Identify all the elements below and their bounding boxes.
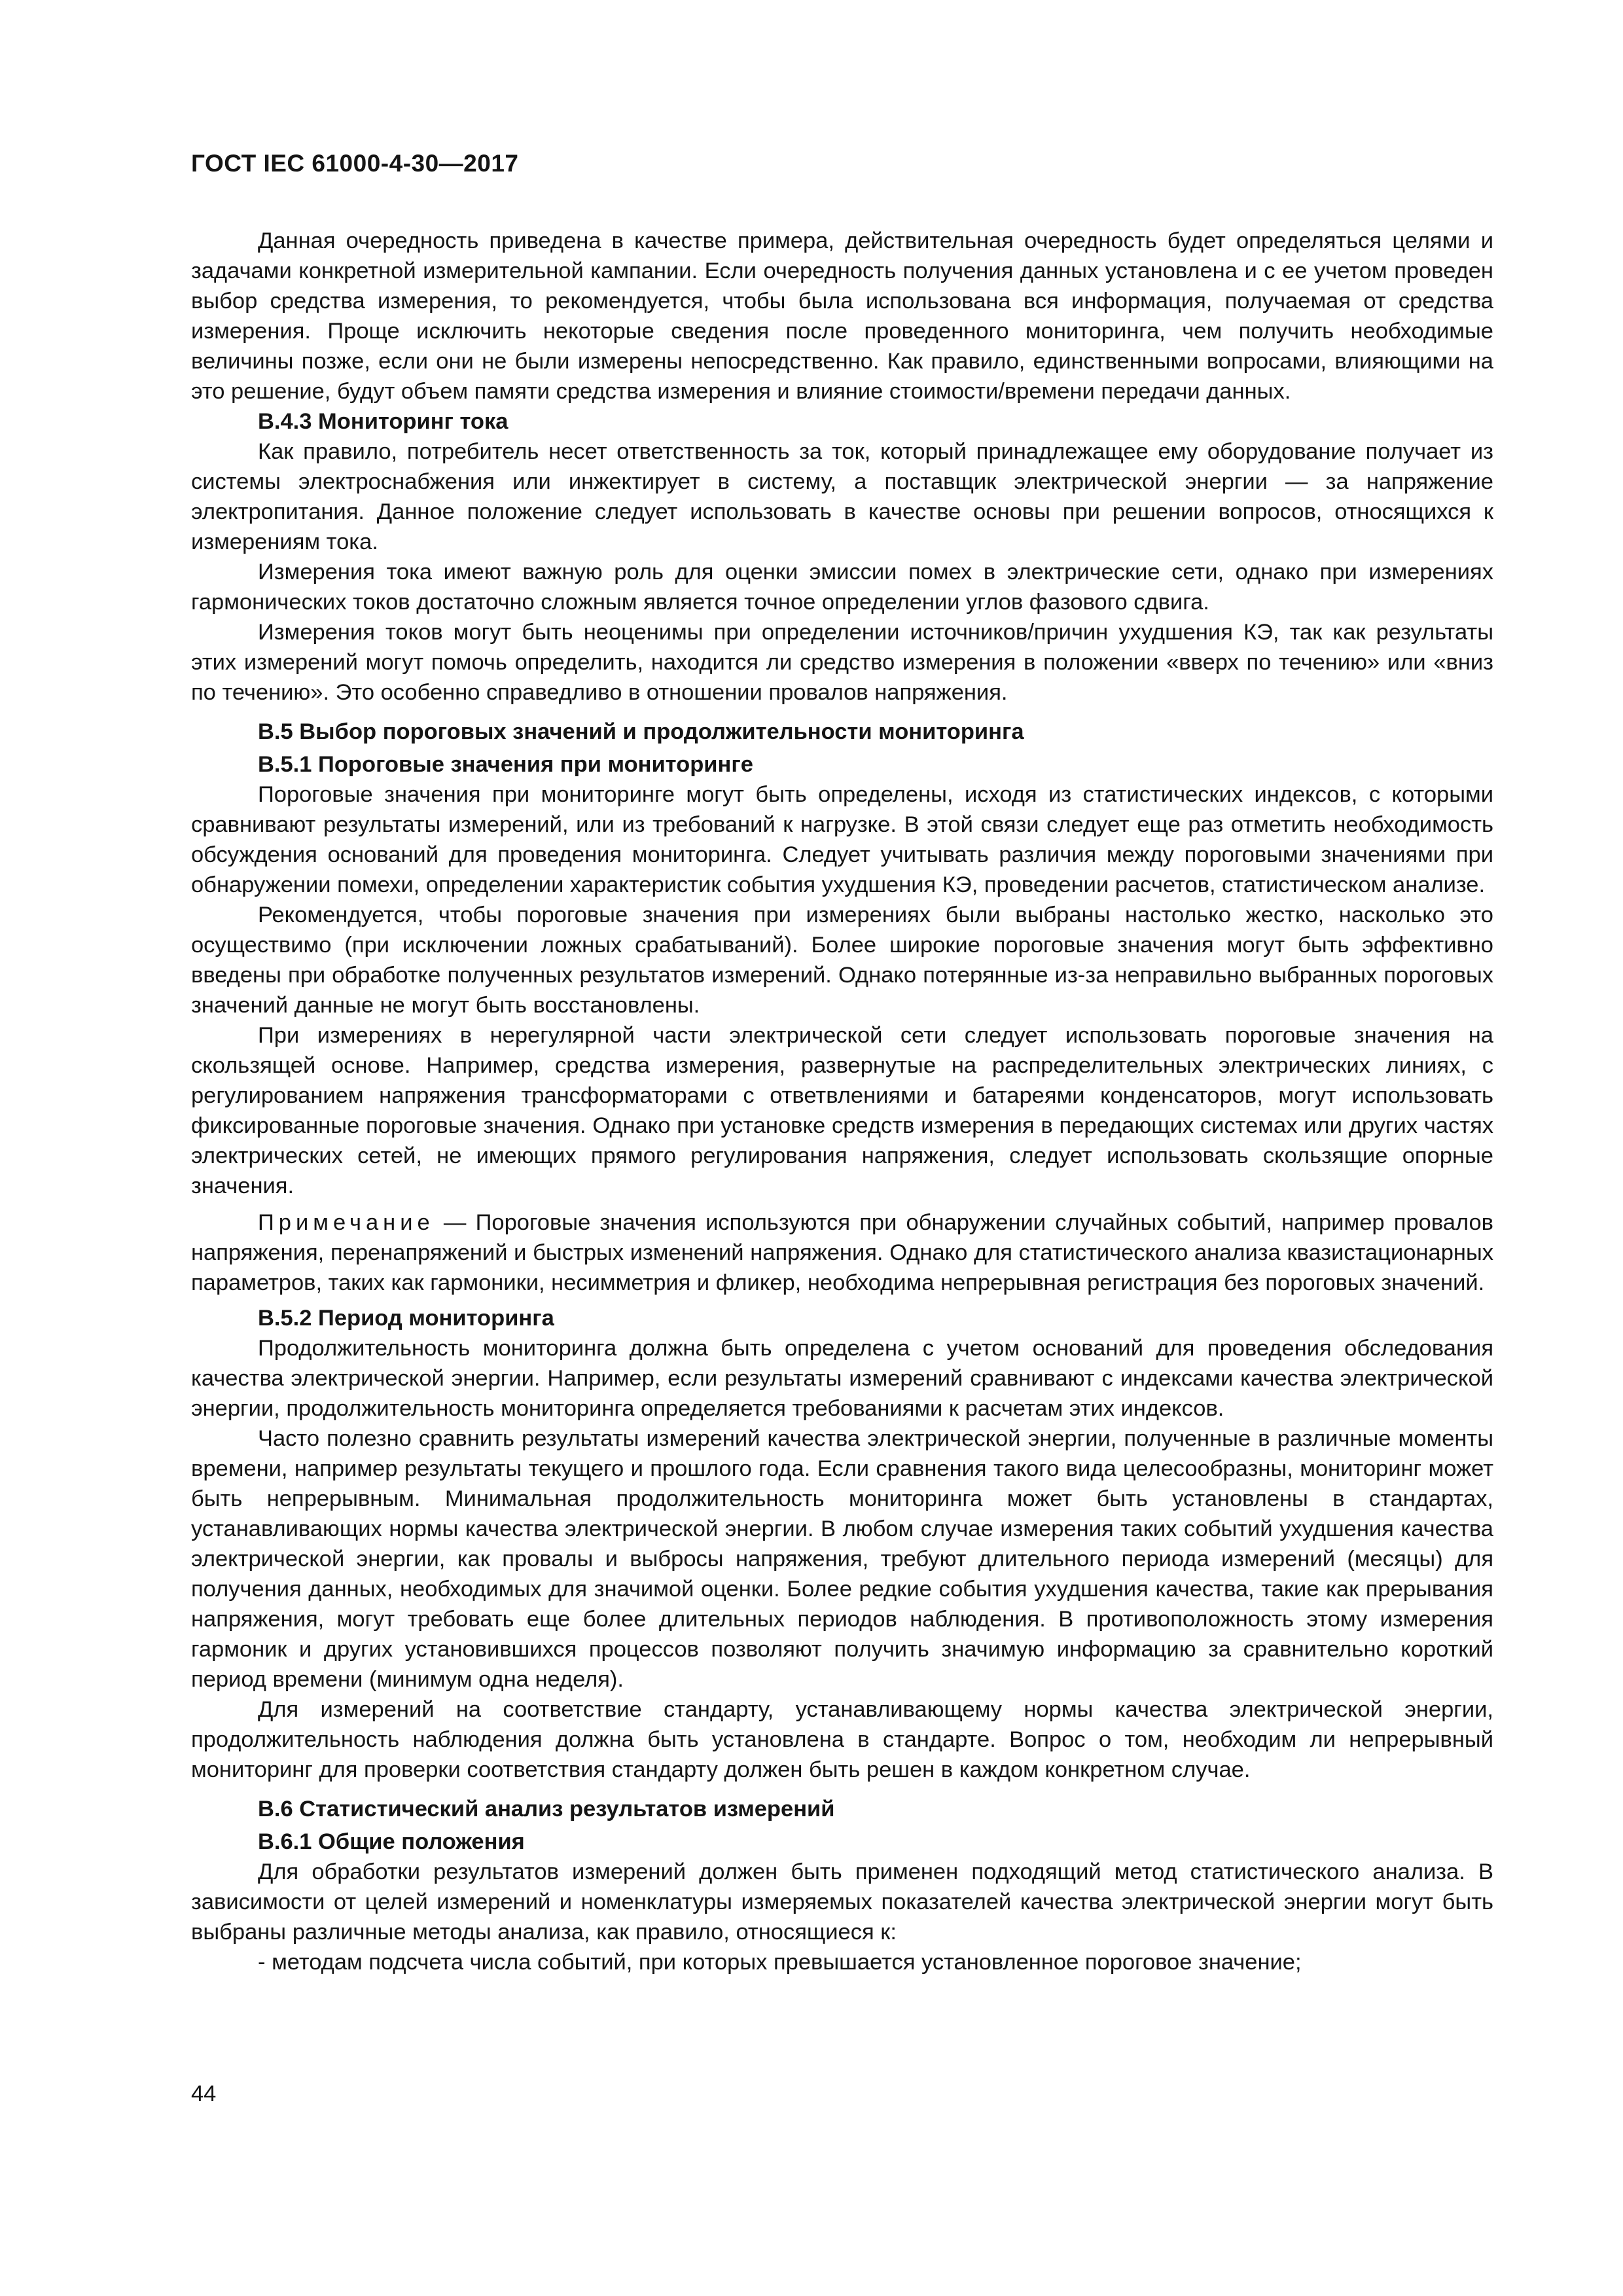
section-heading-b61: B.6.1 Общие положения <box>258 1829 525 1854</box>
page-content <box>191 226 1493 1977</box>
paragraph: Для измерений на соответствие стандарту, устанавливающему нормы качества электрической энергии, продолжительность наблюдения должна быть установлена в стандарте. Вопрос о том, необходим ли непрерывный мониторинг для проверки соответствия стандарту должен быть решен в каждом конкретном случае. <box>191 1697 1493 1782</box>
standard-header: ГОСТ IEC 61000-4-30—2017 <box>191 150 519 177</box>
page-number: 44 <box>191 2081 217 2106</box>
paragraph: Продолжительность мониторинга должна быть определена с учетом оснований для проведения обследования качества электрической энергии. Например, если результаты измерений сравнивают с индексами качества электрической энергии, продолжительность мониторинга определяется требованиями к расчетам этих индексов. <box>191 1336 1493 1421</box>
section-heading-b5: B.5 Выбор пороговых значений и продолжительности мониторинга <box>258 719 1024 744</box>
section-heading-b52: B.5.2 Период мониторинга <box>258 1306 554 1331</box>
paragraph: Как правило, потребитель несет ответственность за ток, который принадлежащее ему оборудование получает из системы электроснабжения или инжектирует в систему, а поставщик электрической энергии — за напряжение электропитания. Данное положение следует использовать в качестве основы при решении вопросов, относящихся к измерениям тока. <box>191 439 1493 554</box>
section-heading-b51: B.5.1 Пороговые значения при мониторинге <box>258 752 753 777</box>
section-heading-b43: B.4.3 Мониторинг тока <box>258 409 508 434</box>
note-label: Примечание <box>258 1210 435 1235</box>
note-text: — Пороговые значения используются при обнаружении случайных событий, например провалов напряжения, перенапряжений и быстрых изменений напряжения. Однако для статистического анализа квазистационарных параметров, таких как гармоники, несимметрия и фликер, необходима непрерывная регистрация без пороговых значений. <box>191 1210 1493 1295</box>
paragraph: Часто полезно сравнить результаты измерений качества электрической энергии, полученные в различные моменты времени, например результаты текущего и прошлого года. Если сравнения такого вида целесообразны, мониторинг может быть непрерывным. Минимальная продолжительность мониторинга может быть установлены в стандартах, устанавливающих нормы качества электрической энергии. В любом случае измерения таких событий ухудшения качества электрической энергии, как провалы и выбросы напряжения, требуют длительного периода измерений (месяцы) для получения данных, необходимых для значимой оценки. Более редкие события ухудшения качества, такие как прерывания напряжения, могут требовать еще более длительных периодов наблюдения. В противоположность этому измерения гармоник и других установившихся процессов позволяют получить значимую информацию за сравнительно короткий период времени (минимум одна неделя). <box>191 1426 1493 1692</box>
paragraph: Измерения тока имеют важную роль для оценки эмиссии помех в электрические сети, однако при измерениях гармонических токов достаточно сложным является точное определении углов фазового сдвига. <box>191 560 1493 615</box>
paragraph: Измерения токов могут быть неоценимы при определении источников/причин ухудшения КЭ, так как результаты этих измерений могут помочь определить, находится ли средство измерения в положении «вверх по течению» или «вниз по течению». Это особенно справедливо в отношении провалов напряжения. <box>191 620 1493 705</box>
note-paragraph <box>191 1208 1493 1298</box>
paragraph: Данная очередность приведена в качестве примера, действительная очередность будет определяться целями и задачами конкретной измерительной кампании. Если очередность получения данных установлена и с ее учетом проведен выбор средства измерения, то рекомендуется, чтобы была использована вся информация, получаемая от средства измерения. Проще исключить некоторые сведения после проведенного мониторинга, чем получить необходимые величины позже, если они не были измерены непосредственно. Как правило, единственными вопросами, влияющими на это решение, будут объем памяти средства измерения и влияние стоимости/времени передачи данных. <box>191 228 1493 404</box>
paragraph: Для обработки результатов измерений должен быть применен подходящий метод статистического анализа. В зависимости от целей измерений и номенклатуры измеряемых показателей качества электрической энергии могут быть выбраны различные методы анализа, как правило, относящиеся к: <box>191 1859 1493 1945</box>
section-heading-b6: B.6 Статистический анализ результатов измерений <box>258 1797 835 1821</box>
list-item: - методам подсчета числа событий, при которых превышается установленное пороговое значение; <box>258 1950 1302 1975</box>
paragraph: Рекомендуется, чтобы пороговые значения при измерениях были выбраны настолько жестко, насколько это осуществимо (при исключении ложных срабатываний). Более широкие пороговые значения могут быть эффективно введены при обработке полученных результатов измерений. Однако потерянные из-за неправильно выбранных пороговых значений данные не могут быть восстановлены. <box>191 903 1493 1018</box>
paragraph: При измерениях в нерегулярной части электрической сети следует использовать пороговые значения на скользящей основе. Например, средства измерения, развернутые на распределительных электрических линиях, с регулированием напряжения трансформаторами с ответвлениями и батареями конденсаторов, могут использовать фиксированные пороговые значения. Однако при установке средств измерения в передающих системах или других частях электрических сетей, не имеющих прямого регулирования напряжения, следует использовать скользящие опорные значения. <box>191 1023 1493 1198</box>
paragraph: Пороговые значения при мониторинге могут быть определены, исходя из статистических индексов, с которыми сравнивают результаты измерений, или из требований к нагрузке. В этой связи следует еще раз отметить необходимость обсуждения оснований для проведения мониторинга. Следует учитывать различия между пороговыми значениями при обнаружении помехи, определении характеристик события ухудшения КЭ, проведении расчетов, статистическом анализе. <box>191 782 1493 897</box>
